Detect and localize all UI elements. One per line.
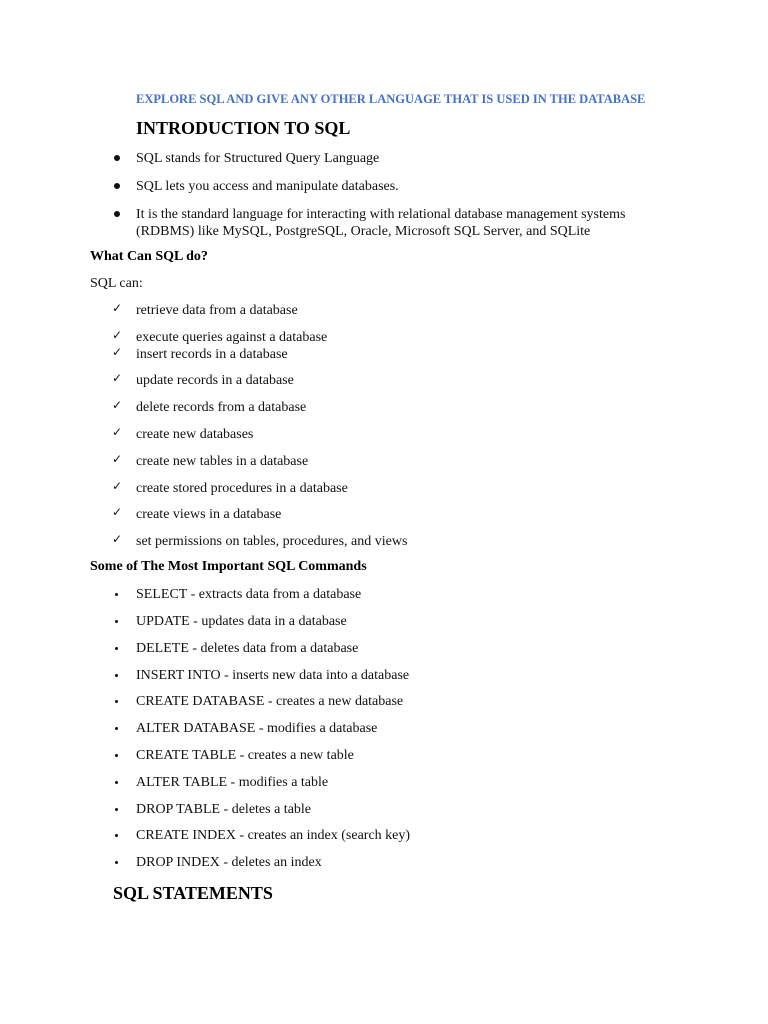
command-item: CREATE INDEX - creates an index (search key) [136, 828, 411, 843]
bullet-icon [115, 808, 118, 811]
checkmark-icon: ✓ [112, 425, 123, 439]
checkmark-icon: ✓ [112, 345, 123, 359]
capability-item: delete records from a database [136, 400, 307, 415]
capability-item: create stored procedures in a database [136, 481, 348, 496]
bullet-icon [114, 183, 120, 189]
bullet-icon [115, 861, 118, 864]
command-item: CREATE DATABASE - creates a new database [136, 694, 404, 709]
bullet-icon [114, 155, 120, 161]
commands-heading: Some of The Most Important SQL Commands [90, 559, 367, 574]
bullet-icon [115, 647, 118, 650]
capability-item: create new databases [136, 427, 254, 442]
command-item: CREATE TABLE - creates a new table [136, 748, 354, 763]
intro-heading: INTRODUCTION TO SQL [136, 118, 351, 138]
command-item: SELECT - extracts data from a database [136, 587, 362, 602]
intro-bullet: SQL stands for Structured Query Language [136, 151, 380, 166]
bullet-icon [115, 727, 118, 730]
bullet-icon [114, 211, 120, 217]
bullet-icon [115, 700, 118, 703]
capability-item: set permissions on tables, procedures, and views [136, 534, 408, 549]
capability-item: update records in a database [136, 373, 294, 388]
command-item: UPDATE - updates data in a database [136, 614, 347, 629]
bullet-icon [115, 754, 118, 757]
command-item: ALTER DATABASE - modifies a database [136, 721, 378, 736]
capability-item: execute queries against a database [136, 330, 328, 345]
command-item: ALTER TABLE - modifies a table [136, 775, 329, 790]
bullet-icon [115, 674, 118, 677]
bullet-icon [115, 620, 118, 623]
intro-bullet: It is the standard language for interacting with relational database management systems (RDBMS) like MySQL, PostgreSQL, Oracle, Microsoft SQL Server, and SQLite [136, 207, 626, 239]
statements-heading: SQL STATEMENTS [113, 883, 273, 903]
command-item: INSERT INTO - inserts new data into a database [136, 668, 410, 683]
checkmark-icon: ✓ [112, 398, 123, 412]
command-item: DROP TABLE - deletes a table [136, 802, 312, 817]
command-item: DELETE - deletes data from a database [136, 641, 359, 656]
document-subtitle: EXPLORE SQL AND GIVE ANY OTHER LANGUAGE THAT IS USED IN THE DATABASE [136, 92, 646, 106]
what-sql-heading: What Can SQL do? [90, 249, 208, 264]
bullet-icon [115, 593, 118, 596]
checkmark-icon: ✓ [112, 328, 123, 342]
checkmark-icon: ✓ [112, 505, 123, 519]
sql-can-label: SQL can: [90, 276, 143, 291]
capability-item: insert records in a database [136, 347, 288, 362]
command-item: DROP INDEX - deletes an index [136, 855, 322, 870]
capability-item: create views in a database [136, 507, 282, 522]
capability-item: create new tables in a database [136, 454, 309, 469]
checkmark-icon: ✓ [112, 452, 123, 466]
bullet-icon [115, 834, 118, 837]
checkmark-icon: ✓ [112, 301, 123, 315]
capability-item: retrieve data from a database [136, 303, 298, 318]
checkmark-icon: ✓ [112, 532, 123, 546]
bullet-icon [115, 781, 118, 784]
checkmark-icon: ✓ [112, 479, 123, 493]
intro-bullet: SQL lets you access and manipulate databases. [136, 179, 399, 194]
checkmark-icon: ✓ [112, 371, 123, 385]
